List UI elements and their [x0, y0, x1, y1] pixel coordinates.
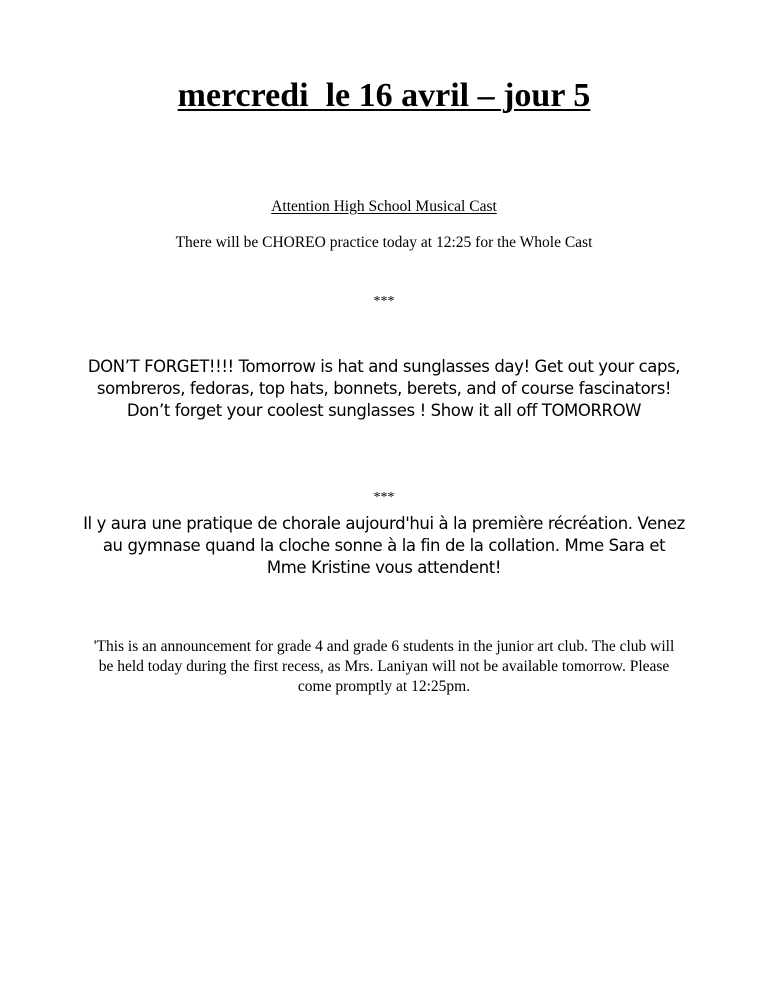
musical-practice-text: There will be CHOREO practice today at 12:25 for the Whole Cast [175, 234, 593, 251]
musical-heading: Attention High School Musical Cast [271, 198, 497, 215]
separator-stars: *** [373, 294, 395, 309]
reminder-line: Don’t forget your coolest sunglasses ! Show it all off TOMORROW [126, 401, 642, 420]
choir-practice-notice [40, 513, 728, 579]
art-club-line: 'This is an announcement for grade 4 and grade 6 students in the junior art club. The club will [93, 638, 675, 655]
choir-line: Mme Kristine vous attendent! [266, 558, 502, 577]
choir-line: au gymnase quand la cloche sonne à la fin de la collation. Mme Sara et [102, 536, 666, 555]
art-club-line: come promptly at 12:25pm. [297, 678, 471, 695]
reminder-line: DON’T FORGET!!!! Tomorrow is hat and sunglasses day! Get out your caps, [87, 357, 681, 376]
art-club-notice [30, 637, 738, 697]
hat-day-reminder [40, 356, 728, 422]
page-title: mercredi le 16 avril – jour 5 [177, 77, 591, 114]
choir-line: Il y aura une pratique de chorale aujourd'hui à la première récréation. Venez [83, 514, 685, 533]
reminder-line: sombreros, fedoras, top hats, bonnets, berets, and of course fascinators! [96, 379, 672, 398]
separator-stars: *** [373, 490, 395, 505]
art-club-line: be held today during the first recess, as Mrs. Laniyan will not be available tomorrow. Please [98, 658, 670, 675]
